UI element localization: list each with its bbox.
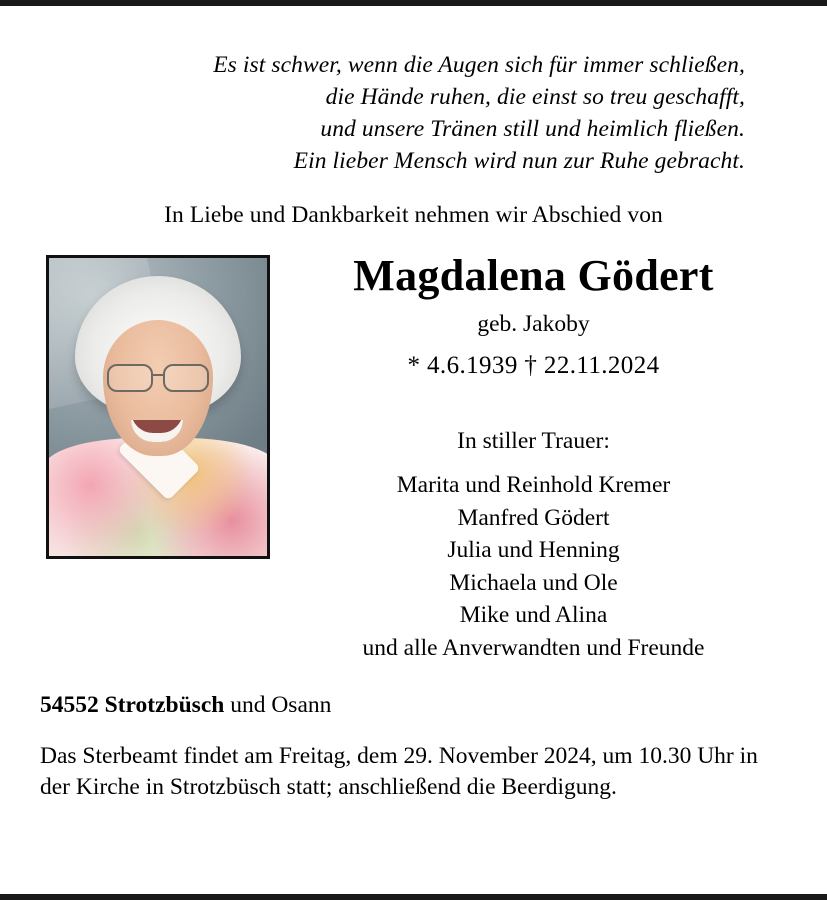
poem-line-1: Es ist schwer, wenn die Augen sich für immer schließen, [213,52,745,78]
list-item: Marita und Reinhold Kremer [396,472,671,499]
service-details: Das Sterbeamt findet am Freitag, dem 29. November 2024, um 10.30 Uhr in der Kirche in Strotzbüsch statt; anschließend die Beerdigung. [40,742,758,801]
intro-text: In Liebe und Dankbarkeit nehmen wir Abschied von [164,201,663,228]
glasses-icon [105,364,211,390]
portrait-photo [46,255,270,559]
place-town: 54552 Strotzbüsch [40,691,225,718]
mourning-label: In stiller Trauer: [457,428,610,455]
list-item: Michaela und Ole [449,569,618,596]
place-additional: und Osann [224,691,332,718]
list-item: Julia und Henning [447,537,620,564]
mourners-list [286,469,781,664]
maiden-name: geb. Jakoby [477,311,590,338]
list-item: Manfred Gödert [457,504,610,531]
poem-line-4: Ein lieber Mensch wird nun zur Ruhe gebracht. [293,147,745,174]
list-item: Mike und Alina [459,602,608,629]
poem-line-2: die Hände ruhen, die einst so treu geschafft, [325,83,745,110]
poem-line-3: und unsere Tränen still und heimlich fließen. [320,115,745,142]
deceased-name: Magdalena Gödert [353,250,714,300]
photo-column [40,245,278,559]
life-dates: * 4.6.1939 † 22.11.2024 [407,352,660,380]
list-item: und alle Anverwandten und Freunde [362,634,705,661]
place-line [40,692,787,719]
poem-block [40,50,787,178]
lens-right [163,364,209,392]
main-section [40,245,787,664]
text-column [278,245,787,664]
lens-left [107,364,153,392]
